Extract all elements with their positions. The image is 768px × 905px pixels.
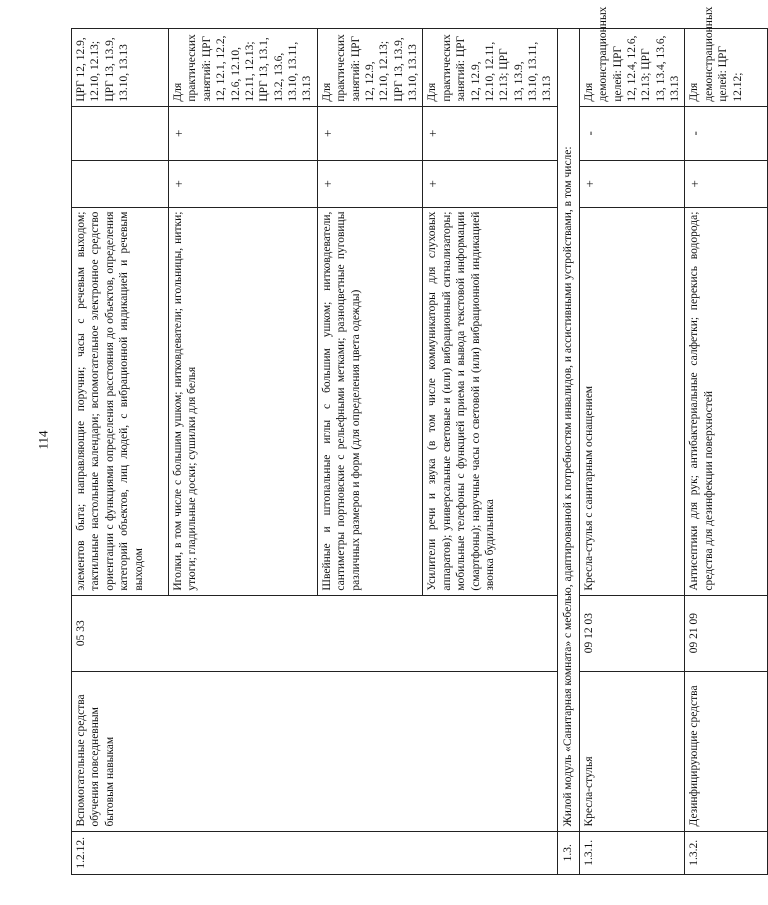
section-number: 1.3. [562, 844, 575, 862]
specialist-group-cell [579, 6, 685, 107]
specialist-group-cell [317, 29, 423, 107]
item-name: Вспомогательные средства обучения повседневным бытовым навыкам [75, 694, 116, 827]
description-cell [169, 207, 318, 595]
description-text: Иголки, в том числе с большим ушком; нитковдеватели; игольницы, нитки; утюги; гладильные доски; сушилки для белья [172, 211, 199, 591]
mark-cell-2 [423, 106, 557, 160]
specialist-group-cell [72, 29, 169, 107]
mark-plus: + [425, 180, 441, 188]
mark-plus: + [581, 180, 597, 188]
page-number-text: 114 [36, 430, 51, 450]
mark-plus: + [425, 129, 441, 138]
mark-cell-2 [317, 106, 423, 160]
row-number-cell [579, 831, 685, 874]
item-name-cell [685, 671, 768, 831]
mark-cell-2 [579, 106, 685, 160]
mark-cell-2 [169, 106, 318, 160]
description-cell [685, 207, 768, 595]
description-cell [317, 207, 423, 595]
mark-cell-1 [72, 161, 169, 208]
mark-plus: + [171, 129, 186, 138]
item-name: Кресла-стулья [582, 756, 595, 827]
row-number: 1.3.2. [688, 839, 701, 866]
description-text: Кресла-стулья с санитарным оснащением [582, 385, 595, 591]
mark-plus: + [171, 180, 186, 188]
specialist-group-text: Для практических занятий: ЦРГ 12, 12.1, 12.2, 12.6, 12.10, 12.11, 12.13; ЦРГ 13, 13.1, 13.2, 13.6, 13.10, 13.11, 13.13 [172, 34, 314, 102]
mark-cell-1 [423, 161, 557, 208]
row-number: 1.3.1. [582, 839, 595, 866]
description-text: Швейные и штопальные иглы с большим ушком; нитковдеватели, сантиметры портновские с рельефными метками; разноцветные пуговицы различных размеров и форм (для определения цвета одежды) [320, 211, 362, 591]
row-number: 1.2.12. [75, 836, 87, 869]
table-row [685, 29, 768, 875]
mark-minus: - [581, 131, 597, 136]
item-code-cell [579, 595, 685, 671]
section-title: Жилой модуль «Санитарная комната» с мебелью, адаптированной к потребностям инвалидов, и ассистивными устройствами, в том числе: [562, 146, 575, 827]
description-text: Антисептики для рук; антибактериальные салфетки; перекись водорода; средства для дезинфекции поверхностей [688, 211, 715, 591]
equipment-table [71, 6, 768, 875]
specialist-group-cell [169, 29, 318, 107]
specialist-group-text: Для практических занятий: ЦРГ 12, 12.9, 12.10, 12.13; ЦРГ 13, 13.9, 13.10, 13.13 [320, 34, 419, 102]
description-text: элементов быта; направляющие поручни; часы с речевым выходом; тактильные настольные календари; вспомогательное электронное средство ориентации с функциями определения расстояния до объектов, определения категорий объектов, лиц людей, с вибрационной индикацией и речевым выходом [75, 211, 145, 591]
mark-cell-1 [579, 161, 685, 208]
item-code: 05 33 [75, 620, 87, 647]
description-cell [72, 207, 169, 595]
table-row [579, 29, 685, 875]
page-number [32, 420, 56, 460]
specialist-group-cell [423, 29, 557, 107]
mark-plus: + [319, 129, 335, 138]
item-code-cell [72, 595, 558, 671]
mark-plus: + [687, 180, 703, 188]
mark-cell-1 [317, 161, 423, 208]
section-row [557, 29, 579, 875]
specialist-group-text: ЦРГ 12, 12.9, 12.10, 12.13; ЦРГ 13, 13.9, 13.10, 13.13 [75, 37, 131, 102]
description-text: Усилители речи и звука (в том числе коммуникаторы для слуховых аппаратов); универсальные световые и (или) вибрационный сигнализаторы; мобильные телефоны с функцией приема и вывода текстовой информации (смартфоны); наручные часы со световой и (или) вибрационной индикацией звонка будильника [426, 211, 496, 591]
item-code-cell [685, 595, 768, 671]
description-cell [423, 207, 557, 595]
item-name-cell [72, 671, 558, 831]
mark-plus: + [319, 180, 335, 188]
specialist-group-text: Для практических занятий: ЦРГ 12, 12.9, 12.10, 12.11, 12.13; ЦРГ 13, 13.9, 13.10, 13.11, 13.13 [426, 34, 554, 102]
item-code: 09 12 03 [582, 613, 595, 654]
mark-cell-1 [685, 161, 768, 208]
section-number-cell [557, 831, 579, 874]
section-title-cell [557, 29, 579, 832]
table-row [72, 29, 169, 875]
mark-cell-2 [72, 106, 169, 160]
row-number-cell [72, 831, 558, 874]
item-code: 09 21 09 [688, 613, 701, 654]
specialist-group-text: Для демонстрационных целей: ЦРГ 12, 12.4, 12.6, 12.13; ЦРГ 13, 13.4, 13.6, 13.13 [582, 6, 681, 102]
mark-cell-1 [169, 161, 318, 208]
description-cell [579, 207, 685, 595]
rotated-table-wrapper [71, 6, 744, 875]
mark-cell-2 [685, 106, 768, 160]
item-name-cell [579, 671, 685, 831]
specialist-group-text: Для демонстрационных целей: ЦРГ 12.12; [688, 6, 744, 102]
specialist-group-cell [685, 6, 768, 107]
item-name: Дезинфицирующие средства [688, 685, 701, 827]
row-number-cell [685, 831, 768, 874]
mark-minus: - [687, 131, 703, 136]
